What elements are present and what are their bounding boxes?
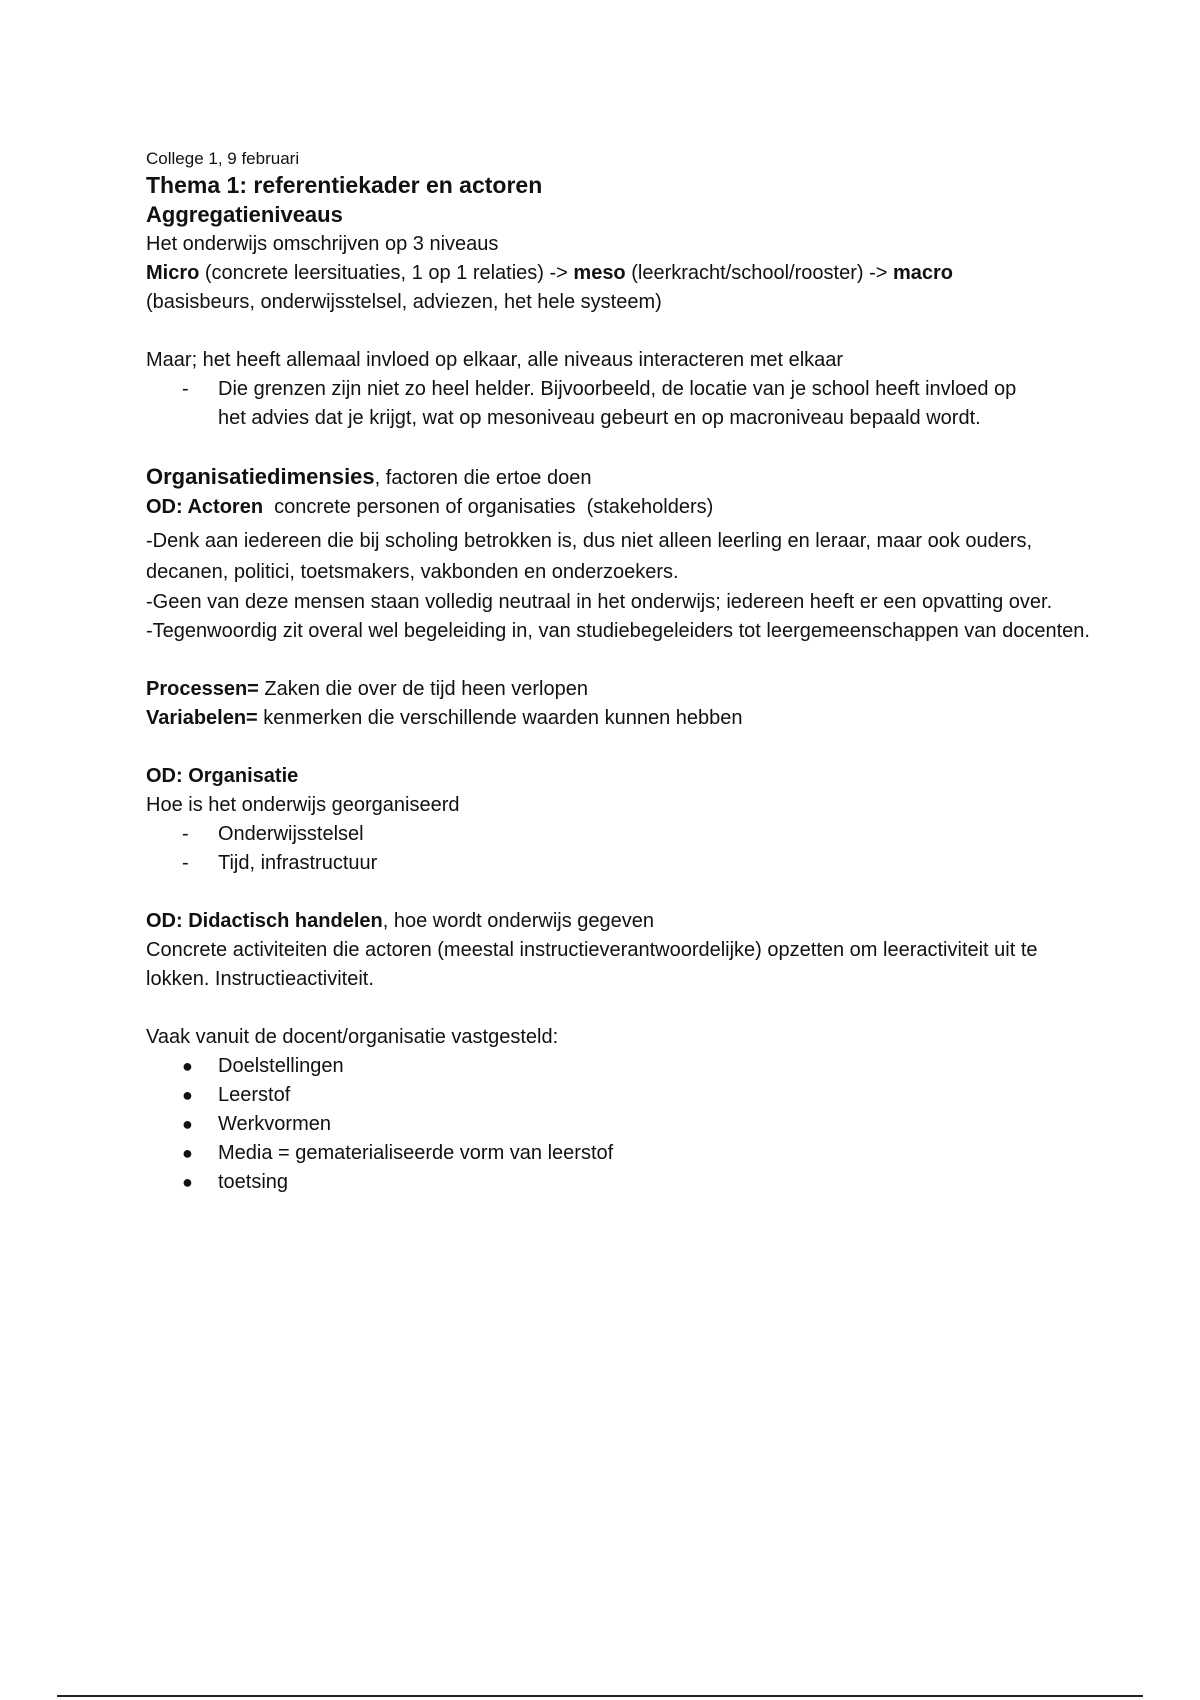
theme-title: Thema 1: referentiekader en actoren bbox=[146, 172, 543, 198]
macro-desc: (basisbeurs, onderwijsstelsel, adviezen, het hele systeem) bbox=[146, 291, 662, 313]
bullet-item bbox=[146, 1168, 1106, 1197]
actoren-paragraph-3: -Tegenwoordig zit overal wel begeleiding in, van studiebegeleiders tot leergemeenschappen van docenten. bbox=[146, 620, 1090, 642]
actoren-paragraph-1: -Denk aan iedereen die bij scholing betrokken is, dus niet alleen leerling en leraar, maar ook ouders, decanen, politici, toetsmakers, vakbonden en onderzoekers. bbox=[146, 530, 1033, 583]
organisatiedimensies-heading: Organisatiedimensies bbox=[146, 464, 375, 489]
bullet-item bbox=[146, 1081, 1106, 1110]
vaak-line: Vaak vanuit de docent/organisatie vastgesteld: bbox=[146, 1026, 559, 1048]
bullet-marker: ● bbox=[182, 1085, 193, 1105]
organisatie-item-text: Tijd, infrastructuur bbox=[218, 852, 378, 874]
variabelen-line bbox=[146, 704, 1106, 733]
levels-line bbox=[146, 259, 1106, 288]
organisatie-intro: Hoe is het onderwijs georganiseerd bbox=[146, 794, 460, 816]
bullet-item-text: toetsing bbox=[218, 1171, 289, 1193]
bullet-item bbox=[146, 1139, 1106, 1168]
bullet-marker: ● bbox=[182, 1114, 193, 1134]
bullet-item-text: Media = gematerialiseerde vorm van leerstof bbox=[218, 1142, 614, 1164]
processen-label: Processen= bbox=[146, 678, 259, 700]
didactisch-paragraph: Concrete activiteiten die actoren (meestal instructieverantwoordelijke) opzetten om leeractiviteit uit te lokken. Instructieactiviteit. bbox=[146, 939, 1038, 990]
meso-label: meso bbox=[573, 262, 626, 284]
actoren-heading: OD: Actoren bbox=[146, 496, 264, 518]
didactisch-heading: OD: Didactisch handelen bbox=[146, 910, 383, 932]
processen-desc: Zaken die over de tijd heen verlopen bbox=[258, 678, 588, 700]
document-page bbox=[146, 148, 1106, 1197]
page-bottom-rule bbox=[57, 1695, 1143, 1697]
macro-label: macro bbox=[892, 262, 954, 284]
bullet-marker: ● bbox=[182, 1172, 193, 1192]
organisatiedimensies-desc: , factoren die ertoe doen bbox=[374, 467, 592, 489]
dash-marker: - bbox=[182, 823, 189, 845]
didactisch-line bbox=[146, 907, 1106, 936]
variabelen-desc: kenmerken die verschillende waarden kunnen hebben bbox=[257, 707, 743, 729]
aggregatie-heading: Aggregatieniveaus bbox=[146, 202, 343, 227]
maar-line: Maar; het heeft allemaal invloed op elkaar, alle niveaus interacteren met elkaar bbox=[146, 349, 844, 371]
bullet-item bbox=[146, 1110, 1106, 1139]
dash-item bbox=[146, 375, 1048, 433]
actoren-paragraph-2: -Geen van deze mensen staan volledig neutraal in het onderwijs; iedereen heeft er een opvatting over. bbox=[146, 591, 1053, 613]
didactisch-desc: , hoe wordt onderwijs gegeven bbox=[382, 910, 654, 932]
organisatie-heading: OD: Organisatie bbox=[146, 765, 299, 787]
actoren-desc: concrete personen of organisaties (stakeholders) bbox=[263, 496, 714, 518]
dash-marker: - bbox=[182, 378, 189, 400]
organisatie-item bbox=[146, 849, 1106, 878]
variabelen-label: Variabelen= bbox=[146, 707, 258, 729]
bullet-marker: ● bbox=[182, 1143, 193, 1163]
bullet-item-text: Werkvormen bbox=[218, 1113, 331, 1135]
bullet-item bbox=[146, 1052, 1106, 1081]
organisatie-item bbox=[146, 820, 1106, 849]
bullet-item-text: Doelstellingen bbox=[218, 1055, 344, 1077]
aggregatie-intro: Het onderwijs omschrijven op 3 niveaus bbox=[146, 233, 499, 255]
date-line: College 1, 9 februari bbox=[146, 149, 300, 168]
bullet-marker: ● bbox=[182, 1056, 193, 1076]
organisatiedimensies-line bbox=[146, 462, 1106, 493]
processen-line bbox=[146, 675, 1106, 704]
bullet-item-text: Leerstof bbox=[218, 1084, 291, 1106]
dash-item-text: Die grenzen zijn niet zo heel helder. Bijvoorbeeld, de locatie van je school heeft invloed op het advies dat je krijgt, wat op mesoniveau gebeurt en op macroniveau bepaald wordt. bbox=[218, 378, 1017, 429]
actoren-line bbox=[146, 493, 1106, 522]
organisatie-item-text: Onderwijsstelsel bbox=[218, 823, 364, 845]
meso-desc: (leerkracht/school/rooster) -> bbox=[625, 262, 893, 284]
micro-desc: (concrete leersituaties, 1 op 1 relaties) -> bbox=[199, 262, 574, 284]
dash-marker: - bbox=[182, 852, 189, 874]
micro-label: Micro bbox=[146, 262, 200, 284]
